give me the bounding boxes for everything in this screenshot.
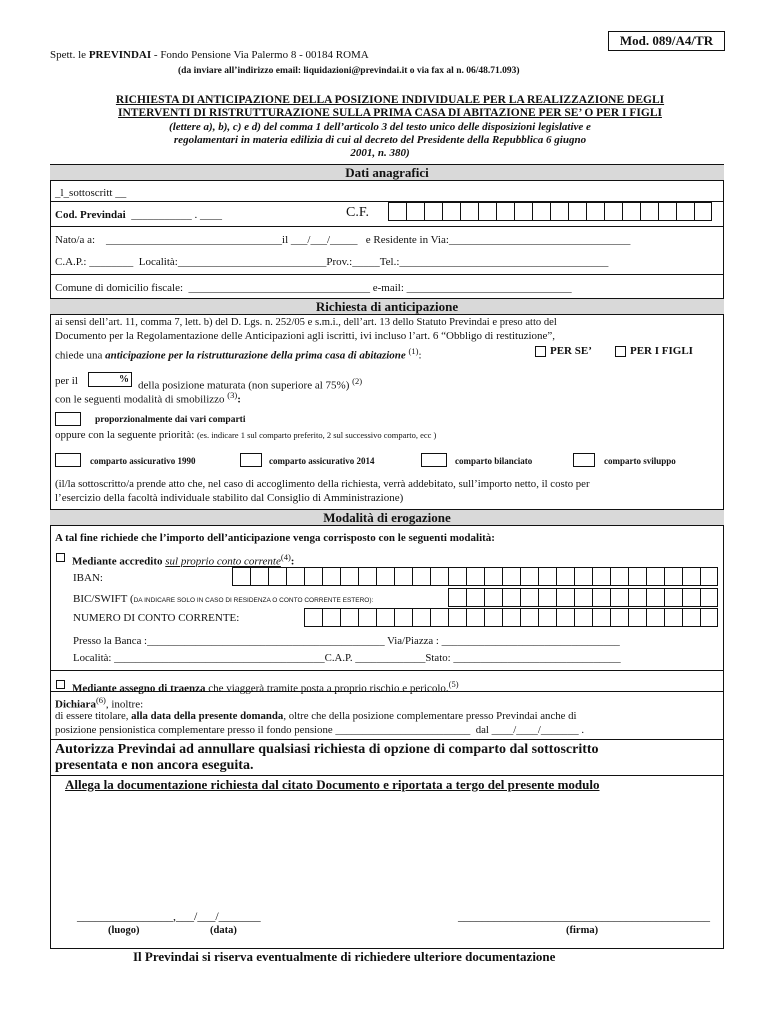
richiesta-p3: chiede una anticipazione per la ristrutturazione della prima casa di abitazione $^{(1)}$:: [55, 346, 422, 362]
allega-text: Allega la documentazione richiesta dal citato Documento e riportata a tergo del presente modulo: [65, 777, 600, 792]
send-instructions: (da inviare all’indirizzo email: liquidazioni@previndai.it o via fax al n. 06/48.71.093): [178, 66, 520, 76]
percent-input[interactable]: %: [88, 372, 132, 387]
numero-conto-grid[interactable]: [304, 608, 718, 627]
assegno-checkbox[interactable]: [56, 680, 65, 689]
comparto-sviluppo-input[interactable]: [573, 453, 595, 467]
dal-date-input[interactable]: ____/____/_______ .: [491, 724, 585, 736]
bic-input-grid[interactable]: [448, 588, 718, 607]
nato-input[interactable]: ________________________________: [106, 234, 283, 246]
accredito-label: Mediante accredito sul proprio conto corrente$^{(4)}$:: [72, 552, 295, 568]
richiesta-p2: Documento per la Regolamentazione delle Anticipazioni agli iscritti, ivi incluso l’art. 6 “Obbligo di restituzione”,: [55, 330, 556, 342]
per-figli-label: PER I FIGLI: [630, 345, 693, 357]
prov-input[interactable]: _____: [352, 256, 380, 268]
comparto-sviluppo-label: comparto sviluppo: [604, 456, 676, 466]
per-se-checkbox[interactable]: [535, 346, 546, 357]
cf-label: C.F.: [346, 205, 370, 220]
divider: [50, 226, 724, 227]
cap-banca-input[interactable]: _____________: [355, 652, 426, 664]
autorizza-text: Autorizza Previndai ad annullare qualsiasi richiesta di opzione di comparto dal sottoscritto presentata e non ancora eseguita.: [55, 742, 599, 773]
per-figli-checkbox[interactable]: [615, 346, 626, 357]
accredito-checkbox[interactable]: [56, 553, 65, 562]
erogazione-intro: A tal fine richiede che l’importo dell’anticipazione venga corrisposto con le seguenti modalità:: [55, 532, 495, 544]
divider: [50, 274, 724, 275]
richiesta-note-2: l’esercizio della facoltà individuale stabilito dal Consiglio di Amministrazione): [55, 492, 404, 504]
oppure-label: oppure con la seguente priorità: (es. indicare 1 sul comparto preferito, 2 sul successivo comparto, ecc ): [55, 429, 437, 441]
divider: [50, 775, 724, 776]
iban-input-grid[interactable]: [232, 567, 718, 586]
sottoscritto-field[interactable]: _l_sottoscritt __: [55, 187, 127, 199]
cod-previndai-row: Cod. Previndai ___________ . ____: [55, 209, 222, 221]
email-input[interactable]: ______________________________: [406, 282, 572, 294]
tel-input[interactable]: ______________________________________: [399, 256, 609, 268]
per-il-rest: della posizione maturata (non superiore al 75%) $^{(2)}$: [138, 376, 363, 392]
localita-banca-input[interactable]: _______________________________________: [114, 652, 325, 664]
section-erogazione: Modalità di erogazione: [50, 509, 724, 526]
cod-previndai-input[interactable]: ___________ . ____: [131, 209, 222, 221]
nato-row: Nato/a a: ________________________________il ___/___/_____ e Residente in Via:_________________________________: [55, 234, 631, 246]
dichiara-line-1: di essere titolare, alla data della presente domanda, oltre che della posizione complementare presso Previndai anche di: [55, 710, 577, 722]
stato-input[interactable]: _______________________________: [453, 652, 621, 664]
data-label: (data): [210, 925, 237, 936]
form-title: RICHIESTA DI ANTICIPAZIONE DELLA POSIZIONE INDIVIDUALE PER LA REALIZZAZIONE DEGLI INTERVENTI DI RISTRUTTURAZIONE SULLA PRIMA CASA DI ABITAZIONE PER SE’ O PER I FIGLI: [115, 94, 665, 119]
divider: [50, 739, 724, 740]
footer-note: Il Previndai si riserva eventualmente di richiedere ulteriore documentazione: [133, 949, 556, 964]
form-code: Mod. 089/A4/TR: [608, 31, 725, 51]
comparto-bilanciato-label: comparto bilanciato: [455, 456, 533, 466]
luogo-label: (luogo): [108, 925, 140, 936]
comune-row: Comune di domicilio fiscale: _________________________________ e-mail: ______________________________: [55, 282, 572, 294]
banca-row: Presso la Banca :____________________________________________ Via/Piazza : _________________________________: [73, 635, 620, 647]
comparto-bilanciato-input[interactable]: [421, 453, 447, 467]
richiesta-note-1: (il/la sottoscritto/a prende atto che, nel caso di accoglimento della richiesta, verrà addebitato, sull’importo netto, il costo per: [55, 478, 590, 490]
proporzionalmente-label: proporzionalmente dai vari comparti: [95, 415, 246, 425]
divider: [50, 670, 724, 671]
numero-conto-label: NUMERO DI CONTO CORRENTE:: [73, 612, 240, 624]
comparto-2014-input[interactable]: [240, 453, 262, 467]
localita-banca-row: Località: _______________________________________C.A.P. _____________Stato: _______________________________: [73, 652, 621, 664]
dichiara-heading: Dichiara$^{(6)}$, inoltre:: [55, 695, 144, 711]
per-il-label: per il: [55, 375, 78, 387]
proporzionalmente-checkbox[interactable]: [55, 412, 81, 426]
comune-input[interactable]: _________________________________: [188, 282, 371, 294]
comparto-2014-label: comparto assicurativo 2014: [269, 456, 375, 466]
cap-row: C.A.P.: ________ Località:___________________________Prov.:_____Tel.:______________________________________: [55, 256, 609, 268]
place-date-input[interactable]: ________________,___/___/_______: [77, 909, 261, 923]
richiesta-p1: ai sensi dell’art. 11, comma 7, lett. b) del D. Lgs. n. 252/05 e s.m.i., dell’art. 13 dello Statuto Previndai e preso atto del: [55, 317, 557, 328]
bic-label: BIC/SWIFT (DA INDICARE SOLO IN CASO DI RESIDENZA O CONTO CORRENTE ESTERO):: [73, 593, 374, 605]
cf-input-grid[interactable]: [388, 202, 712, 221]
iban-label: IBAN:: [73, 572, 103, 584]
divider: [50, 691, 724, 692]
smobilizzo-label: con le seguenti modalità di smobilizzo $^{(3)}$:: [55, 390, 241, 406]
cap-input[interactable]: ________: [89, 256, 134, 268]
birth-date-input[interactable]: ___/___/_____: [290, 234, 358, 246]
residente-input[interactable]: _________________________________: [448, 234, 631, 246]
comparto-1990-input[interactable]: [55, 453, 81, 467]
firma-label: (firma): [566, 925, 599, 936]
fondo-pensione-input[interactable]: _________________________: [335, 724, 471, 736]
form-subtitle: (lettere a), b), c) e d) del comma 1 dell’articolo 3 del testo unico delle disposizioni legislative e regolamentari in materia edilizia di cui al decreto del Presidente della Repubblica 6 giugno 2001, n. 380): [169, 121, 591, 159]
banca-input[interactable]: ____________________________________________: [147, 635, 385, 647]
section-richiesta: Richiesta di anticipazione: [50, 298, 724, 315]
via-input[interactable]: _________________________________: [441, 635, 620, 647]
addressee: Spett. le PREVINDAI - Fondo Pensione Via Palermo 8 - 00184 ROMA: [50, 49, 369, 61]
dichiara-line-2: posizione pensionistica complementare presso il fondo pensione _________________________ dal ____/____/_______ .: [55, 724, 585, 736]
assegno-label: Mediante assegno di traenza che viaggerà tramite posta a proprio rischio e pericolo.$^{(5)}$: [72, 679, 459, 695]
comparto-1990-label: comparto assicurativo 1990: [90, 456, 196, 466]
localita-input[interactable]: ___________________________: [177, 256, 327, 268]
section-dati-anagrafici: Dati anagrafici: [50, 164, 724, 181]
per-se-label: PER SE’: [550, 345, 592, 357]
signature-input[interactable]: __________________________________________: [458, 909, 710, 923]
